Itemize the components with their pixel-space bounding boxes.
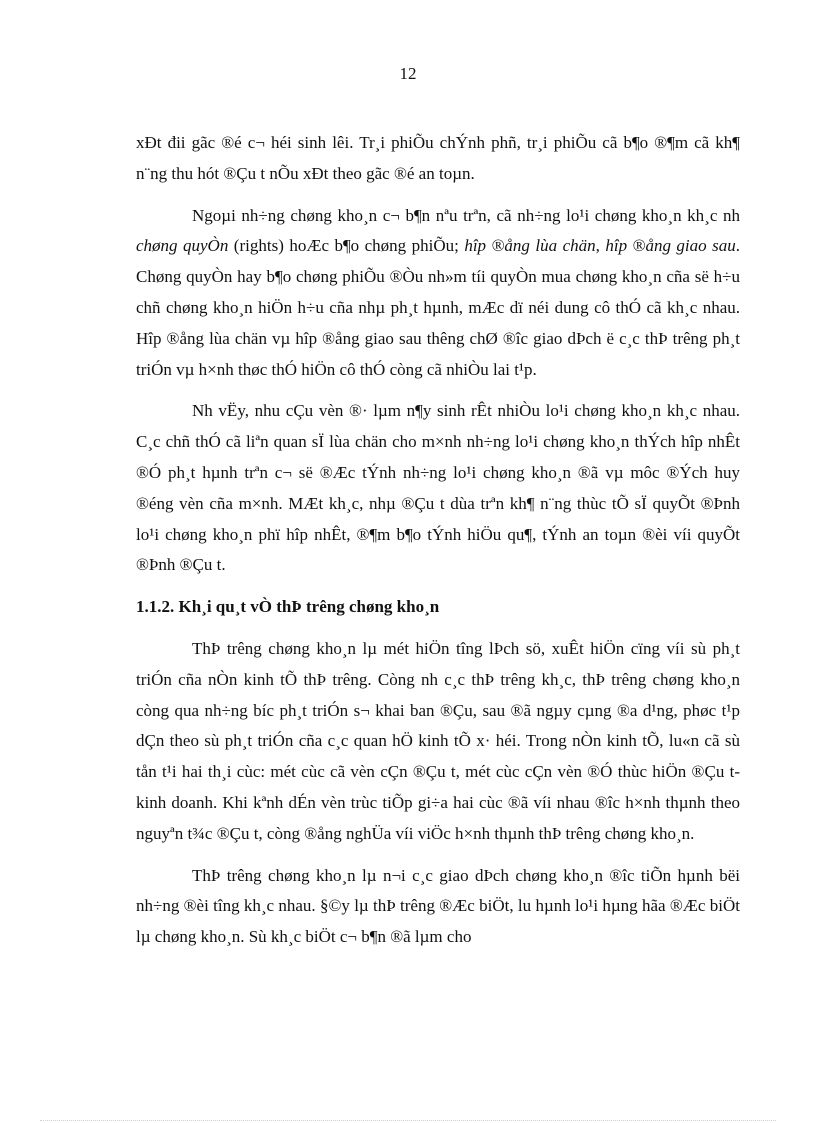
paragraph-market-definition: ThÞ trêng chøng kho¸n lµ n¬i c¸c giao dÞch chøng kho¸n ®îc tiÕn hµnh bëi nh÷ng ®èi tîng kh¸c nhau. §©y lµ thÞ trêng ®Æc biÖt, lu hµnh lo¹i hµng hãa ®Æc biÖt lµ chøng kho¸n. Sù kh¸c biÖt c¬ b¶n ®ã lµm cho: [136, 865, 740, 947]
page-bottom-rule: [40, 1120, 776, 1121]
paragraph-market-overview: ThÞ trêng chøng kho¸n lµ mét hiÖn tîng lÞch sö, xuÊt hiÖn cïng víi sù ph¸t triÓn cña nÒn kinh tÕ thÞ trêng. Còng nh c¸c thÞ trêng kh¸c, thÞ trêng chøng kho¸n còng qua nh÷ng bíc ph¸t triÓn s¬ khai ban ®Çu, sau ®ã ngµy cµng ®a d¹ng, phøc t¹p dÇn theo sù ph¸t triÓn cña c¸c quan hÖ kinh tÕ x· héi. Trong nÒn kinh tÕ, lu«n cã sù tån t¹i hai th¸i cùc: mét cùc cã vèn cÇn ®Çu t, mét cùc cÇn vèn ®Ó thùc hiÖn ®Çu t kinh doanh. Khi kªnh dÉn vèn trùc tiÕp gi÷a hai cùc ®ã víi nhau ®îc h×nh thµnh theo nguyªn t¾c ®Çu t, còng ®ång nghÜa víi viÖc h×nh thµnh thÞ trêng chøng kho¸n.: [136, 638, 740, 843]
text-run: ,: [595, 236, 606, 256]
italic-term-rights: chøng quyÒn: [136, 236, 229, 256]
paragraph-continuation: xÐt đii gãc ®é c¬ héi sinh lêi. Tr¸i phiÕu chÝnh phñ, tr¸i phiÕu cã b¶o ®¶m cã kh¶ n¨ng thu hót ®Çu t nÕu xÐt theo gãc ®é an toµn.: [136, 133, 740, 183]
page-number: 12: [399, 64, 417, 83]
italic-term-futures: hîp ®ång giao sau: [605, 236, 736, 256]
section-heading: 1.1.2. Kh¸i qu¸t vÒ thÞ trêng chøng kho¸n: [136, 597, 440, 617]
paragraph-other-securities: [136, 201, 740, 386]
text-run: . Chøng quyÒn hay b¶o chøng phiÕu ®Òu nh»m tíi quyÒn mua chøng kho¸n cña së h÷u chñ chøng kho¸n hiÖn h÷u cña nhµ ph¸t hµnh, mÆc dï néi dung cô thÓ cã kh¸c nhau. Hîp ®ång lùa chän vµ hîp ®ång giao sau thêng chØ ®îc giao dÞch ë c¸c thÞ trêng ph¸t triÓn vµ h×nh thøc thÓ hiÖn cô thÓ còng cã nhiÒu lai t¹p.: [136, 236, 740, 379]
paragraph-capital-needs: Nh vËy, nhu cÇu vèn ®· lµm n¶y sinh rÊt nhiÒu lo¹i chøng kho¸n kh¸c nhau. C¸c chñ thÓ cã liªn quan sÏ lùa chän cho m×nh nh÷ng lo¹i chøng kho¸n thÝch hîp nhÊt ®Ó ph¸t hµnh trªn c¬ së ®Æc tÝnh nh÷ng lo¹i chøng kho¸n ®ã vµ môc ®Ých huy ®éng vèn cña m×nh. MÆt kh¸c, nhµ ®Çu t dùa trªn kh¶ n¨ng thùc tÕ sÏ quyÕt ®Þnh lo¹i chøng kho¸n phï hîp nhÊt, ®¶m b¶o tÝnh hiÖu qu¶, tÝnh an toµn ®èi víi quyÕt ®Þnh ®Çu t.: [136, 401, 740, 575]
italic-term-options: hîp ®ång lùa chän: [464, 236, 596, 256]
text-run: Ngoµi nh÷ng chøng kho¸n c¬ b¶n nªu trªn, cã nh÷ng lo¹i chøng kho¸n kh¸c nh: [192, 205, 740, 225]
document-body: [136, 128, 740, 964]
text-run: (rights) hoÆc b¶o chøng phiÕu;: [228, 236, 465, 256]
